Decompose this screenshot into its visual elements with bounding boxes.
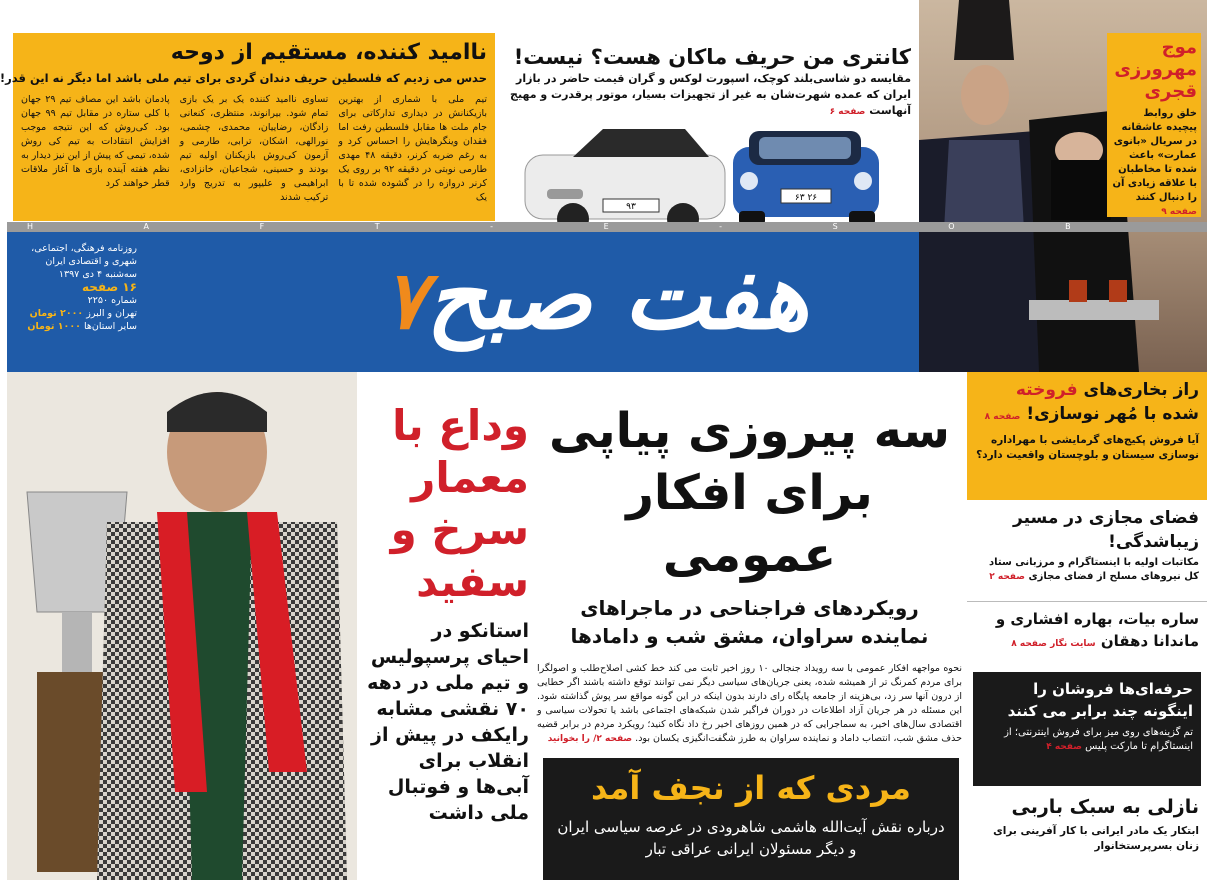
- masthead-info: [17, 242, 137, 333]
- masthead-band: [7, 222, 1207, 232]
- sidebar-story-5-title: نازلی به سبک باربی: [1011, 796, 1199, 818]
- top-right-story: [1107, 33, 1201, 217]
- left-story-body: استانکو در احیای پرسپولیس و تیم ملی در دهه ۷۰ نقشی مشابه رایکف در پیش از انقلاب برای آبی‌ها و فوتبال ملی داشت: [367, 620, 529, 824]
- masthead-line1: روزنامه فرهنگی، اجتماعی،: [31, 243, 137, 254]
- sidebar-story-4-title: حرفه‌ای‌ها فروشان را اینگونه چند برابر می کنند: [1007, 680, 1193, 720]
- car-plate-1: ۲۶ ۶۳: [794, 193, 818, 203]
- sidebar-story-3-title: ساره بیات، بهاره افشاری و ماندانا دهقان سایت نگار صفحه ۸: [995, 610, 1199, 650]
- top-mid-story: [503, 33, 915, 223]
- car-photos: [503, 119, 915, 237]
- masthead-price2: سایر استان‌ها ۱۰۰۰ تومان: [27, 321, 137, 332]
- sidebar-story-4-ref: صفحه ۴: [1046, 742, 1082, 752]
- sidebar-story-5-body: ابتکار یک مادر ایرانی با کار آفرینی برای زنان بسرپرستخانوار: [993, 825, 1199, 852]
- logo-seven: ۷: [383, 254, 427, 347]
- top-left-subhead: حدس می زدیم که فلسطین حریف دندان گردی برای تیم ملی باشد اما دیگر نه این قدر!: [0, 71, 487, 85]
- bottom-story-body: درباره نقش آیت‌الله هاشمی شاهرودی در عرصه سیاسی ایران و دیگر مسئولان ایرانی عراقی تبار: [557, 818, 945, 858]
- top-left-col2: تساوی ناامید کننده یک بر یک بازی تمام شود. بیرانوند، منتظری، کنعانی زادگان، رضاییان، محمدی، چشمی، نورالهی، اشکان، ترابی، طارمی و آزمون کی‌روش بازیکنان اولیه تیم بودند و حسینی، شجاعیان، خانزادی، ابراهیمی و علیپور به تدریج وارد ترکیب شدند: [179, 94, 329, 203]
- sidebar-story-2-ref: صفحه ۲: [989, 572, 1025, 582]
- coach-photo: [7, 372, 357, 880]
- main-headline: سه پیروزی پیاپی برای افکار عمومی: [549, 403, 950, 583]
- sidebar-story-3-ref: سایت نگار صفحه ۸: [1011, 639, 1096, 649]
- top-left-headline: ناامید کننده، مستقیم از دوحه: [170, 40, 487, 65]
- left-story: [351, 400, 529, 880]
- car-plate-2: ۹۳: [626, 202, 636, 212]
- right-sidebar: [967, 372, 1207, 880]
- masthead-line2: شهری و اقتصادی ایران: [45, 256, 137, 267]
- sidebar-story-1-title: راز بخاری‌های فروخته شده با مُهر نوسازی! صفحه ۸: [984, 380, 1199, 424]
- main-body: نحوه مواجهه افکار عمومی با سه رویداد جنجالی ۱۰ روز اخیر ثابت می کند خط کشی اصلاح‌طلب و اصولگرا برای مردم کمرنگ تر از همیشه شده، یعنی جریان‌های سیاسی دیگر نمی توانند توقع داشته باشند اگر خطایی از درون آنها سر زد، بی‌هزینه از جامعه پایگاه رای دارند بدون اینکه در این گونه مواقع سر پوش گذاشته شود. این مسئله در هر جریان آزاد اطلاعات در دوران فراگیر شدن شبکه‌های اجتماعی باشد یا تحولات سیاسی و اقتصادی سال‌های اخیر، به سماجرایی که در همین روزهای اخیر رخ داد نگاه کنید؛ رویکرد مردم در برابر قضیه حذف مشق شب، انتصاب داماد و نماینده سراوان به طرز شگفت‌انگیزی یکسان بود. صفحه ۲/ را بخوانید: [537, 663, 962, 744]
- top-left-story: [0, 33, 495, 221]
- sidebar-story-4: [973, 672, 1201, 786]
- main-story: [537, 400, 962, 752]
- left-story-headline: وداع با معمار سرخ و سفید: [390, 401, 529, 606]
- sidebar-story-1-body: آیا فروش پکیج‌های گرمایشی با مهراداره نوسازی سیستان و بلوچستان واقعیت دارد؟: [976, 434, 1199, 461]
- top-mid-ref: صفحه ۶: [829, 107, 866, 117]
- bottom-story: [543, 758, 959, 880]
- sidebar-story-5: [967, 786, 1207, 872]
- masthead-issue: شماره ۲۲۵۰: [87, 295, 137, 306]
- sidebar-story-3: [967, 602, 1207, 672]
- top-right-headline: موج مهرورزی قجری: [1114, 37, 1197, 102]
- sidebar-story-1: [967, 372, 1207, 500]
- left-photo: [7, 372, 357, 880]
- top-left-col1: تیم ملی با شماری از بهترین بازیکنانش در دیداری تدارکاتی برای جام ملت ها مقابل فلسطین رفت اما فقدان وینگرهایش را احساس کرد و به رغم ضربه کرنر، دقیقه ۴۸ مهدی طارمی نوبتی در دقیقه ۹۲ بر روی یک کرنر دروازه را در گشوده شده تا با یک: [338, 94, 488, 203]
- masthead-date: سه‌شنبه ۴ دی ۱۳۹۷: [58, 269, 137, 280]
- bottom-story-headline: مردی که از نجف آمد: [591, 769, 911, 807]
- masthead-price1: تهران و البرز ۲۰۰۰ تومان: [29, 308, 137, 319]
- white-car-image: [525, 129, 725, 235]
- sidebar-story-1-ref: صفحه ۸: [984, 412, 1021, 422]
- top-mid-body: مقایسه دو شاسی‌بلند کوچک، اسپورت لوکس و گران قیمت حاضر در بازار ایران که عمده شهرت‌شان به غیر از تجهیزات بسیار، موتور پرقدرت و مهیج آنهاست صفحه ۶: [510, 72, 911, 117]
- top-mid-headline: کانتری من حریف ماکان هست؟ نیست!: [513, 45, 911, 69]
- masthead-pages: ۱۶ صفحه: [82, 280, 137, 294]
- masthead-band-text: H A F T - E - S O B: [27, 222, 1125, 231]
- sidebar-story-2-body: مکاتبات اولیه با اینستاگرام و مرزبانی ستاد کل نیروهای مسلح از فضای مجازی صفحه ۲: [989, 557, 1199, 582]
- top-right-ref: صفحه ۹: [1161, 207, 1197, 217]
- sidebar-story-2-title: فضای مجازی در مسیر زیباشدگی!: [1013, 508, 1199, 552]
- main-ref: صفحه ۲/ را بخوانید: [547, 734, 633, 744]
- logo: هفت صبح۷: [383, 243, 809, 350]
- sidebar-story-4-body: تم گزینه‌های روی میز برای فروش اینترنتی؛ از اینستاگرام تا مارکت پلیس صفحه ۴: [1004, 727, 1193, 752]
- main-subhead: رویکردهای فراجناحی در ماجراهای نماینده سراوان، مشق شب و دامادها: [570, 596, 929, 648]
- top-right-body: خلق روابط پیچیده عاشقانه در سریال «بانوی عمارت» باعث شده تا مخاطبان با علاقه زیادی آن را دنبال کنند صفحه ۹: [1112, 108, 1197, 217]
- blue-car-image: [733, 131, 879, 225]
- sidebar-story-2: [967, 500, 1207, 602]
- masthead: [7, 232, 919, 372]
- top-left-col3: پادمان باشد این مصاف تیم ۲۹ جهان با کلی ستاره در مقابل تیم ۹۹ جهان بود. کی‌روش که این نتیجه موجب افزایش انتقادات به تیم کی روش شده، تیمی که پیش از این نیز دیدار به نظم هفته آینده بازی ها آغاز ملاقات قطر خواهند کرد: [20, 94, 170, 189]
